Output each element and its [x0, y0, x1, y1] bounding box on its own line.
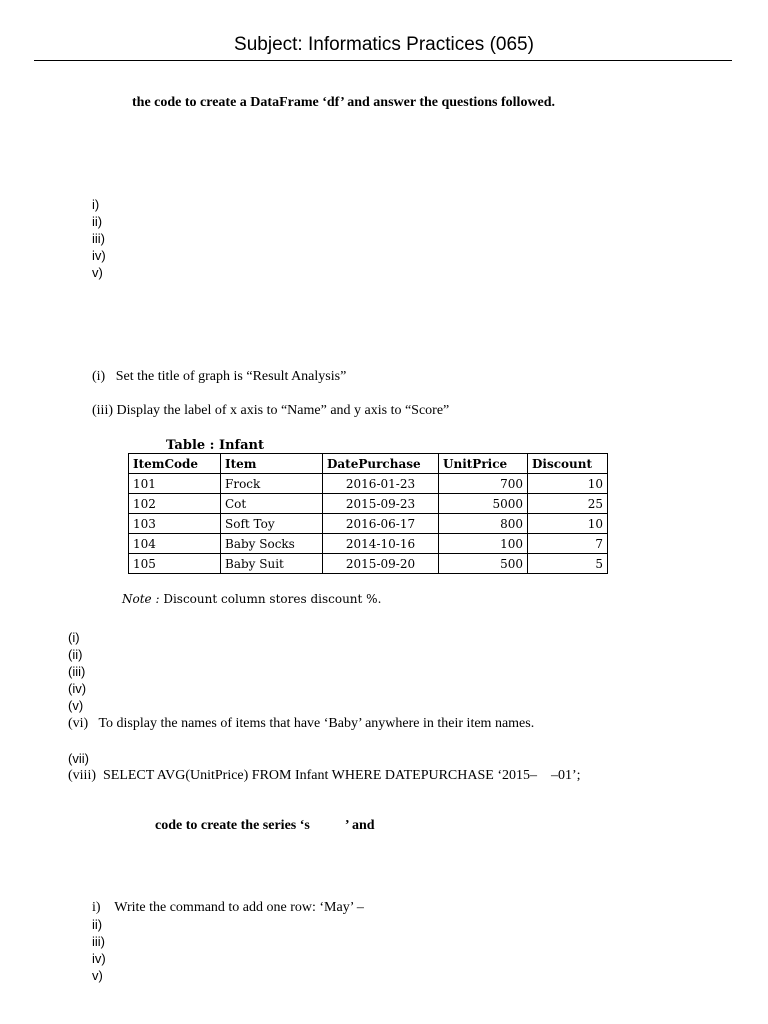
table-cell: 7	[528, 534, 608, 554]
section3-item: (v)	[68, 698, 84, 713]
section1-intro: the code to create a DataFrame ‘df’ and answer the questions followed.	[132, 95, 556, 110]
section2-item: (i) Set the title of graph is “Result Analysis”	[92, 369, 347, 384]
table-cell: 104	[129, 534, 221, 554]
table-cell: Baby Socks	[221, 534, 323, 554]
section3-item: (ii)	[68, 647, 83, 662]
section4-item: ii)	[92, 917, 103, 932]
table-cell: Baby Suit	[221, 554, 323, 574]
table-cell: 103	[129, 514, 221, 534]
table-cell: 102	[129, 494, 221, 514]
table-row	[129, 554, 608, 574]
column-header: ItemCode	[129, 454, 221, 474]
table-cell: 800	[439, 514, 528, 534]
section4-item: v)	[92, 968, 103, 983]
table-row	[129, 474, 608, 494]
section4-item: i) Write the command to add one row: ‘May’ –	[92, 900, 364, 915]
table-cell: 2014-10-16	[323, 534, 439, 554]
table-cell: Soft Toy	[221, 514, 323, 534]
table-row	[129, 514, 608, 534]
table-cell: 700	[439, 474, 528, 494]
table-cell: 10	[528, 514, 608, 534]
column-header: DatePurchase	[323, 454, 439, 474]
section4-item: iv)	[92, 951, 106, 966]
table-cell: 2015-09-20	[323, 554, 439, 574]
table-cell: 100	[439, 534, 528, 554]
section3-item: (iii)	[68, 664, 86, 679]
table-cell: Frock	[221, 474, 323, 494]
section3-item: (iv)	[68, 681, 87, 696]
table-cell: 5000	[439, 494, 528, 514]
table-note-label: Note :	[122, 592, 160, 606]
section3-item: (vii)	[68, 751, 89, 766]
table-cell: 101	[129, 474, 221, 494]
section1-item: i)	[92, 197, 100, 212]
column-header: UnitPrice	[439, 454, 528, 474]
section2-item: (iii) Display the label of x axis to “Name” and y axis to “Score”	[92, 403, 450, 418]
column-header: Discount	[528, 454, 608, 474]
page-header-title: Subject: Informatics Practices (065)	[234, 34, 534, 55]
table-cell: 25	[528, 494, 608, 514]
table-cell: 2016-06-17	[323, 514, 439, 534]
section1-item: iv)	[92, 248, 106, 263]
section1-item: ii)	[92, 214, 103, 229]
table-cell: 500	[439, 554, 528, 574]
table-cell: 10	[528, 474, 608, 494]
table-cell: 2016-01-23	[323, 474, 439, 494]
column-header: Item	[221, 454, 323, 474]
infant-table	[128, 453, 608, 574]
table-cell: 105	[129, 554, 221, 574]
table-cell: 5	[528, 554, 608, 574]
section4-intro: code to create the series ‘s ’ and	[155, 818, 375, 833]
header-rule	[34, 60, 732, 61]
section1-item: v)	[92, 265, 103, 280]
table-header-row	[129, 454, 608, 474]
table-caption: Table : Infant	[166, 438, 265, 453]
table-cell: Cot	[221, 494, 323, 514]
section3-item: (vi) To display the names of items that have ‘Baby’ anywhere in their item names.	[68, 716, 535, 731]
table-row	[129, 534, 608, 554]
section1-item: iii)	[92, 231, 105, 246]
section3-item: (viii) SELECT AVG(UnitPrice) FROM Infant WHERE DATEPURCHASE ‘2015– –01’;	[68, 768, 581, 783]
section3-item: (i)	[68, 630, 80, 645]
table-note-text: Discount column stores discount %.	[163, 592, 382, 606]
table-cell: 2015-09-23	[323, 494, 439, 514]
table-row	[129, 494, 608, 514]
table-note	[122, 592, 381, 606]
section4-item: iii)	[92, 934, 105, 949]
